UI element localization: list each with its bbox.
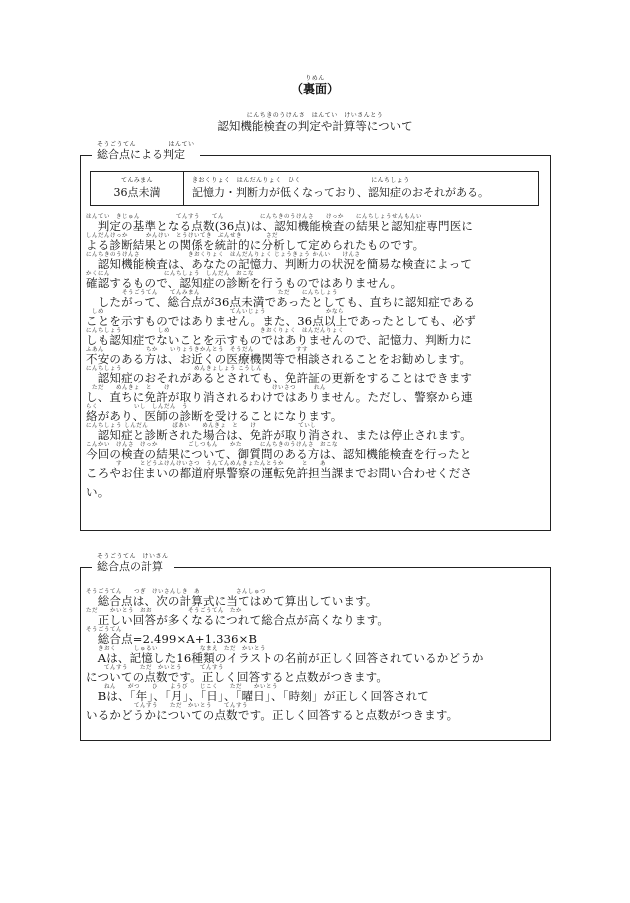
verdict-table: [90, 171, 539, 206]
page-title: （裏面）: [290, 82, 339, 96]
judgement-line: しんだんけっか かんけい とうけいてき ぶんせき さだ よる診断結果との関係を統計的に分析して定められたものです。: [86, 233, 425, 252]
calc-line: てんすう ただ かいとう てんすう についての点数です。正しく回答すると点数がつきます。: [86, 665, 389, 684]
verdict-score: 36点未満: [113, 186, 161, 199]
judgement-label-ruby: そうごうてん はんてい: [97, 141, 195, 148]
judgement-line: ただ めんきょ と け けいさつ れん し、直ちに免許が取り消されるわけではありません。ただし、警察から連: [86, 385, 473, 404]
page-subtitle: 認知機能検査の判定や計算等について: [217, 119, 413, 133]
judgement-line: にんちしょう しんだん ばあい めんきょ と け ていし 認知症と診断された場合は、免許が取り消され、または停止されます。: [86, 423, 472, 442]
judgement-line: かくにん にんちしょう しんだん おこな 確認するもので、認知症の診断を行うものではありません。: [86, 271, 403, 290]
verdict-score-cell: [91, 172, 184, 205]
judgement-box-label: [92, 141, 200, 161]
judgement-line: い。: [86, 485, 110, 499]
judgement-line: にんちしょう しめ きおくりょく はんだんりょく しも認知症でないことを示すものではありませんので、記憶力、判断力に: [86, 328, 472, 347]
verdict-text-cell: [184, 172, 538, 205]
judgement-line: こんかい けんさ けっか ごしつもん かた にんちきのうけんさ おこな 今回の検査の結果について、御質問のある方は、認知機能検査を行ったと: [86, 442, 472, 461]
calc-label-text: 総合点の計算: [97, 560, 163, 573]
verdict-text: 記憶力・判断力が低くなっており、認知症のおそれがある。: [192, 186, 489, 199]
verdict-text-ruby: きおくりょく はんだんりょく ひく にんちしょう: [192, 177, 410, 184]
verdict-score-ruby: てんみまん: [120, 177, 153, 184]
judgement-body: [86, 214, 546, 499]
judgement-line: はんてい きじゅん てんすう てん にんちきのうけんさ けっか にんちしょうせんもんい 判定の基準となる点数(36点)は、認知機能検査の結果と認知症専門医に: [86, 214, 474, 233]
calc-box-label: [92, 553, 174, 573]
calc-line: そうごうてん つぎ けいさんしき あ さんしゅつ 総合点は、次の計算式に当てはめて算出しています。: [86, 589, 378, 608]
calc-line: ねん がつ ひ ようび じこく ただ かいとう Bは、「年」、「月」、「日」、「曜日」、「時刻」が正しく回答されて: [86, 684, 429, 703]
judgement-line: にんちきのうけんさ きおくりょく はんだんりょく じょうきょう かんい けんさ 認知機能検査は、あなたの記憶力、判断力の状況を簡易な検査によって: [86, 252, 473, 271]
judgement-line: にんちしょう めんきょしょう こうしん 認知症のおそれがあるとされても、免許証の更新をすることはできます: [86, 366, 473, 385]
calc-label-ruby: そうごうてん けいさん: [97, 553, 169, 560]
calc-body: [86, 589, 546, 722]
judgement-line: す とどうふけんけいさつ うんてんめんきょたんとうか と あ ころやお住まいの都道府県警察の運転免許担当課までお問い合わせくださ: [86, 461, 473, 480]
title-ruby: りめん: [305, 75, 325, 82]
calc-line: そうごうてん 総合点=2.499×A+1.336×B: [86, 627, 258, 646]
judgement-line: らく いし しんだん う 絡があり、医師の診断を受けることになります。: [86, 404, 343, 423]
judgement-line: そうごうてん てんみまん ただ にんちしょう したがって、総合点が36点未満であったとしても、直ちに認知症である: [86, 290, 476, 309]
judgement-label-text: 総合点による判定: [97, 148, 185, 161]
judgement-line: しめ てんいじょう かなら ことを示すものではありません。また、36点以上であったとしても、必ず: [86, 309, 477, 328]
calc-line: きおく しゅるい なまえ ただ かいとう Aは、記憶した16種類のイラストの名前が正しく回答されているかどうか: [86, 646, 484, 665]
calc-line: てんすう ただ かいとう てんすう いるかどうかについての点数です。正しく回答すると点数がつきます。: [86, 703, 459, 722]
judgement-line: ふあん ちか いりょうきかんとう そうだん すす 不安のある方は、お近くの医療機関等で相談されることをお勧めします。: [86, 347, 472, 366]
calc-line: ただ かいとう おお そうごうてん たか 正しい回答が多くなるにつれて総合点が高くなります。: [86, 608, 390, 627]
subtitle-ruby: にんちきのうけんさ はんてい けいさんとう: [246, 112, 384, 119]
